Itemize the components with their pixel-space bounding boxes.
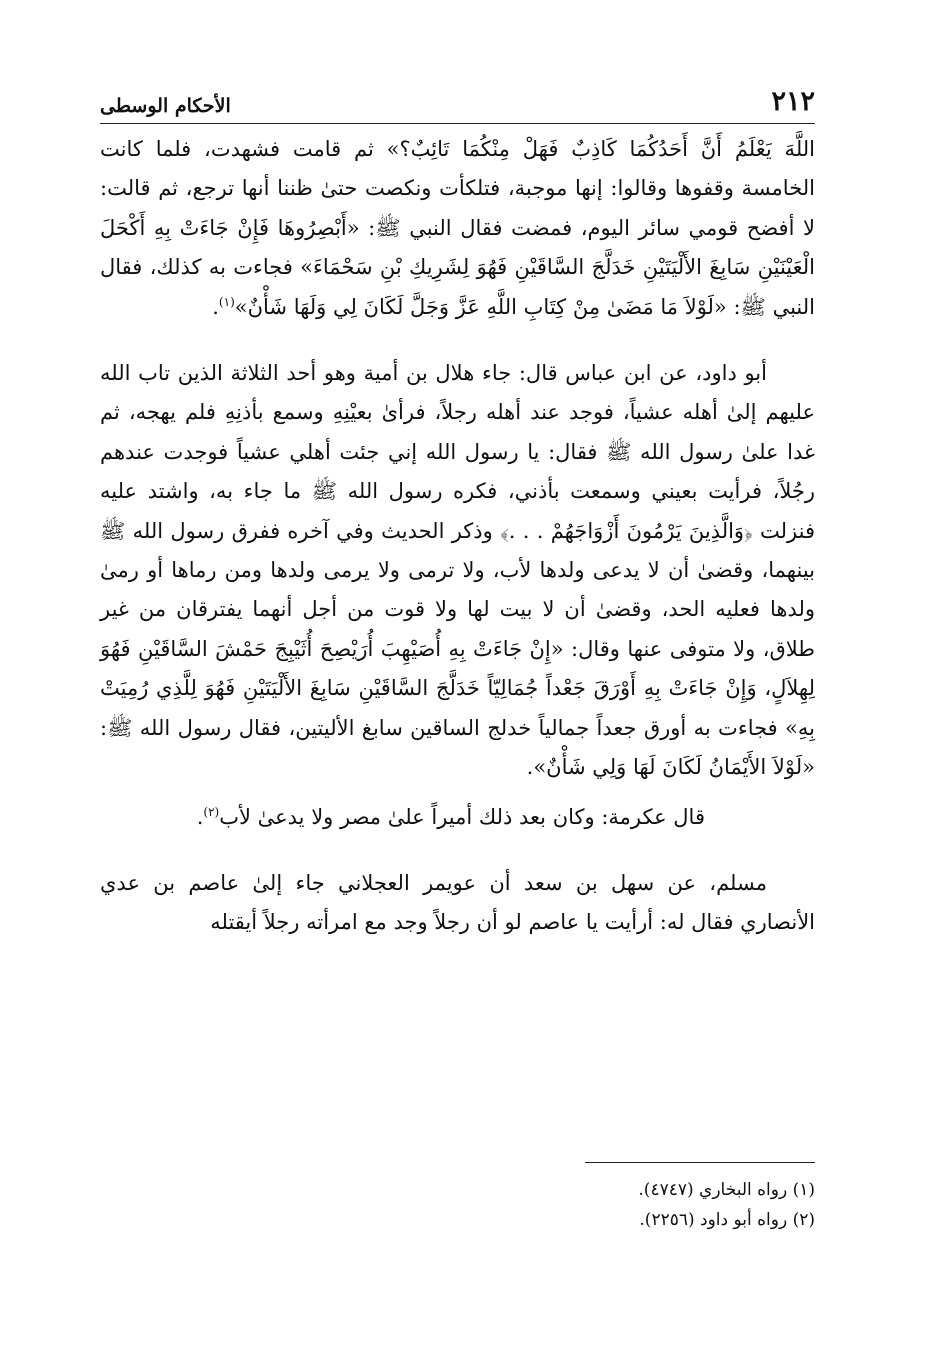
paragraph-abu-dawud [100,354,815,787]
page-number: ٢١٢ [771,86,815,117]
footnote-divider [585,1162,815,1163]
paragraph-tail: . [212,294,219,319]
footnote-1: (١) رواه البخاري (٤٧٤٧). [638,1180,815,1200]
paragraph-text: قال عكرمة: وكان بعد ذلك أميراً علىٰ مصر ولا يدعىٰ لأب [219,804,705,829]
paragraph-continuation [100,130,815,327]
footnote-ref: (٢) [203,804,220,819]
footnote-ref: (١) [218,294,235,309]
footnote-2: (٢) رواه أبو داود (٢٢٥٦). [639,1210,815,1230]
page-header [100,78,815,124]
page-body [100,130,815,943]
paragraph-text: أبو داود، عن ابن عباس قال: جاء هلال بن أمية وهو أحد الثلاثة الذين تاب الله عليهم إلىٰ أهله عشياً، فوجد عند أهله رجلاً، فرأىٰ بعيْنِهِ وسمع بأذنِهِ فلم يهجه، ثم غدا علىٰ رسول الله ﷺ فقال: يا رسول الله إني جئت أهلي عشياً فوجدت عندهم رجُلاً، فرأيت بعيني وسمعت بأذني، فكره رسول الله ﷺ ما جاء به، واشتد عليه فنزلت ﴿وَالَّذِينَ يَرْمُونَ أَزْوَاجَهُمْ . . .﴾ وذكر الحديث وفي آخره ففرق رسول الله ﷺ بينهما، وقضىٰ أن لا يدعى ولدها لأب، ولا ترمى ولا يرمى ولدها ومن رماها أو رمىٰ ولدها فعليه الحد، وقضىٰ أن لا بيت لها ولا قوت من أجل أنهما يفترقان من غير طلاق، ولا متوفى عنها وقال: «إِنْ جَاءَتْ بِهِ أُصَيْهِبَ أُرَيْصِحَ أُثَيْبِجَ حَمْشَ السَّاقَيْنِ فَهُوَ لِهِلاَلٍ، وَإِنْ جَاءَتْ بِهِ أَوْرَقَ جَعْداً جُمَالِيّاً خَدَلَّجَ السَّاقَيْنِ سَابِغَ الأَلْيَتَيْنِ فَهُوَ لِلَّذِي رُمِيَتْ بِهِ» فجاءت به أورق جعداً جمالياً خدلج الساقين سابغ الأليتين، فقال رسول الله ﷺ: «لَوْلاَ الأَيْمَانُ لَكَانَ لَهَا وَلِي شَأْنٌ». [100,361,815,780]
paragraph-ikrima [100,798,815,837]
paragraph-muslim [100,864,815,943]
page [100,78,815,943]
paragraph-text: اللَّهَ يَعْلَمُ أَنَّ أَحَدُكُمَا كَاذِبٌ فَهَلْ مِنْكُمَا تَائِبٌ؟» ثم قامت فشهدت، فلما كانت الخامسة وقفوها وقالوا: إنها موجبة، فتلكأت ونكصت حتىٰ ظننا أنها ترجع، ثم قالت: لا أفضح قومي سائر اليوم، فمضت فقال النبي ﷺ: «أَبْصِرُوهَا فَإِنْ جَاءَتْ بِهِ أَكْحَلَ الْعَيْنَيْنِ سَابِغَ الأَلْيَتَيْنِ خَدَلَّجَ السَّاقَيْنِ فَهُوَ لِشَرِيكِ بْنِ سَحْمَاءَ» فجاءت به كذلك، فقال النبي ﷺ: «لَوْلاَ مَا مَضَىٰ مِنْ كِتَابِ اللَّهِ عَزَّ وَجَلَّ لَكَانَ لِي وَلَهَا شَأْنٌ» [100,137,815,319]
paragraph-text: مسلم، عن سهل بن سعد أن عويمر العجلاني جاء إلىٰ عاصم بن عدي الأنصاري فقال له: أرأيت يا عاصم لو أن رجلاً وجد مع امرأته رجلاً أيقتله [100,870,815,935]
paragraph-tail: . [196,804,204,829]
footnotes [100,1162,815,1235]
running-title: الأحكام الوسطى [100,95,231,117]
